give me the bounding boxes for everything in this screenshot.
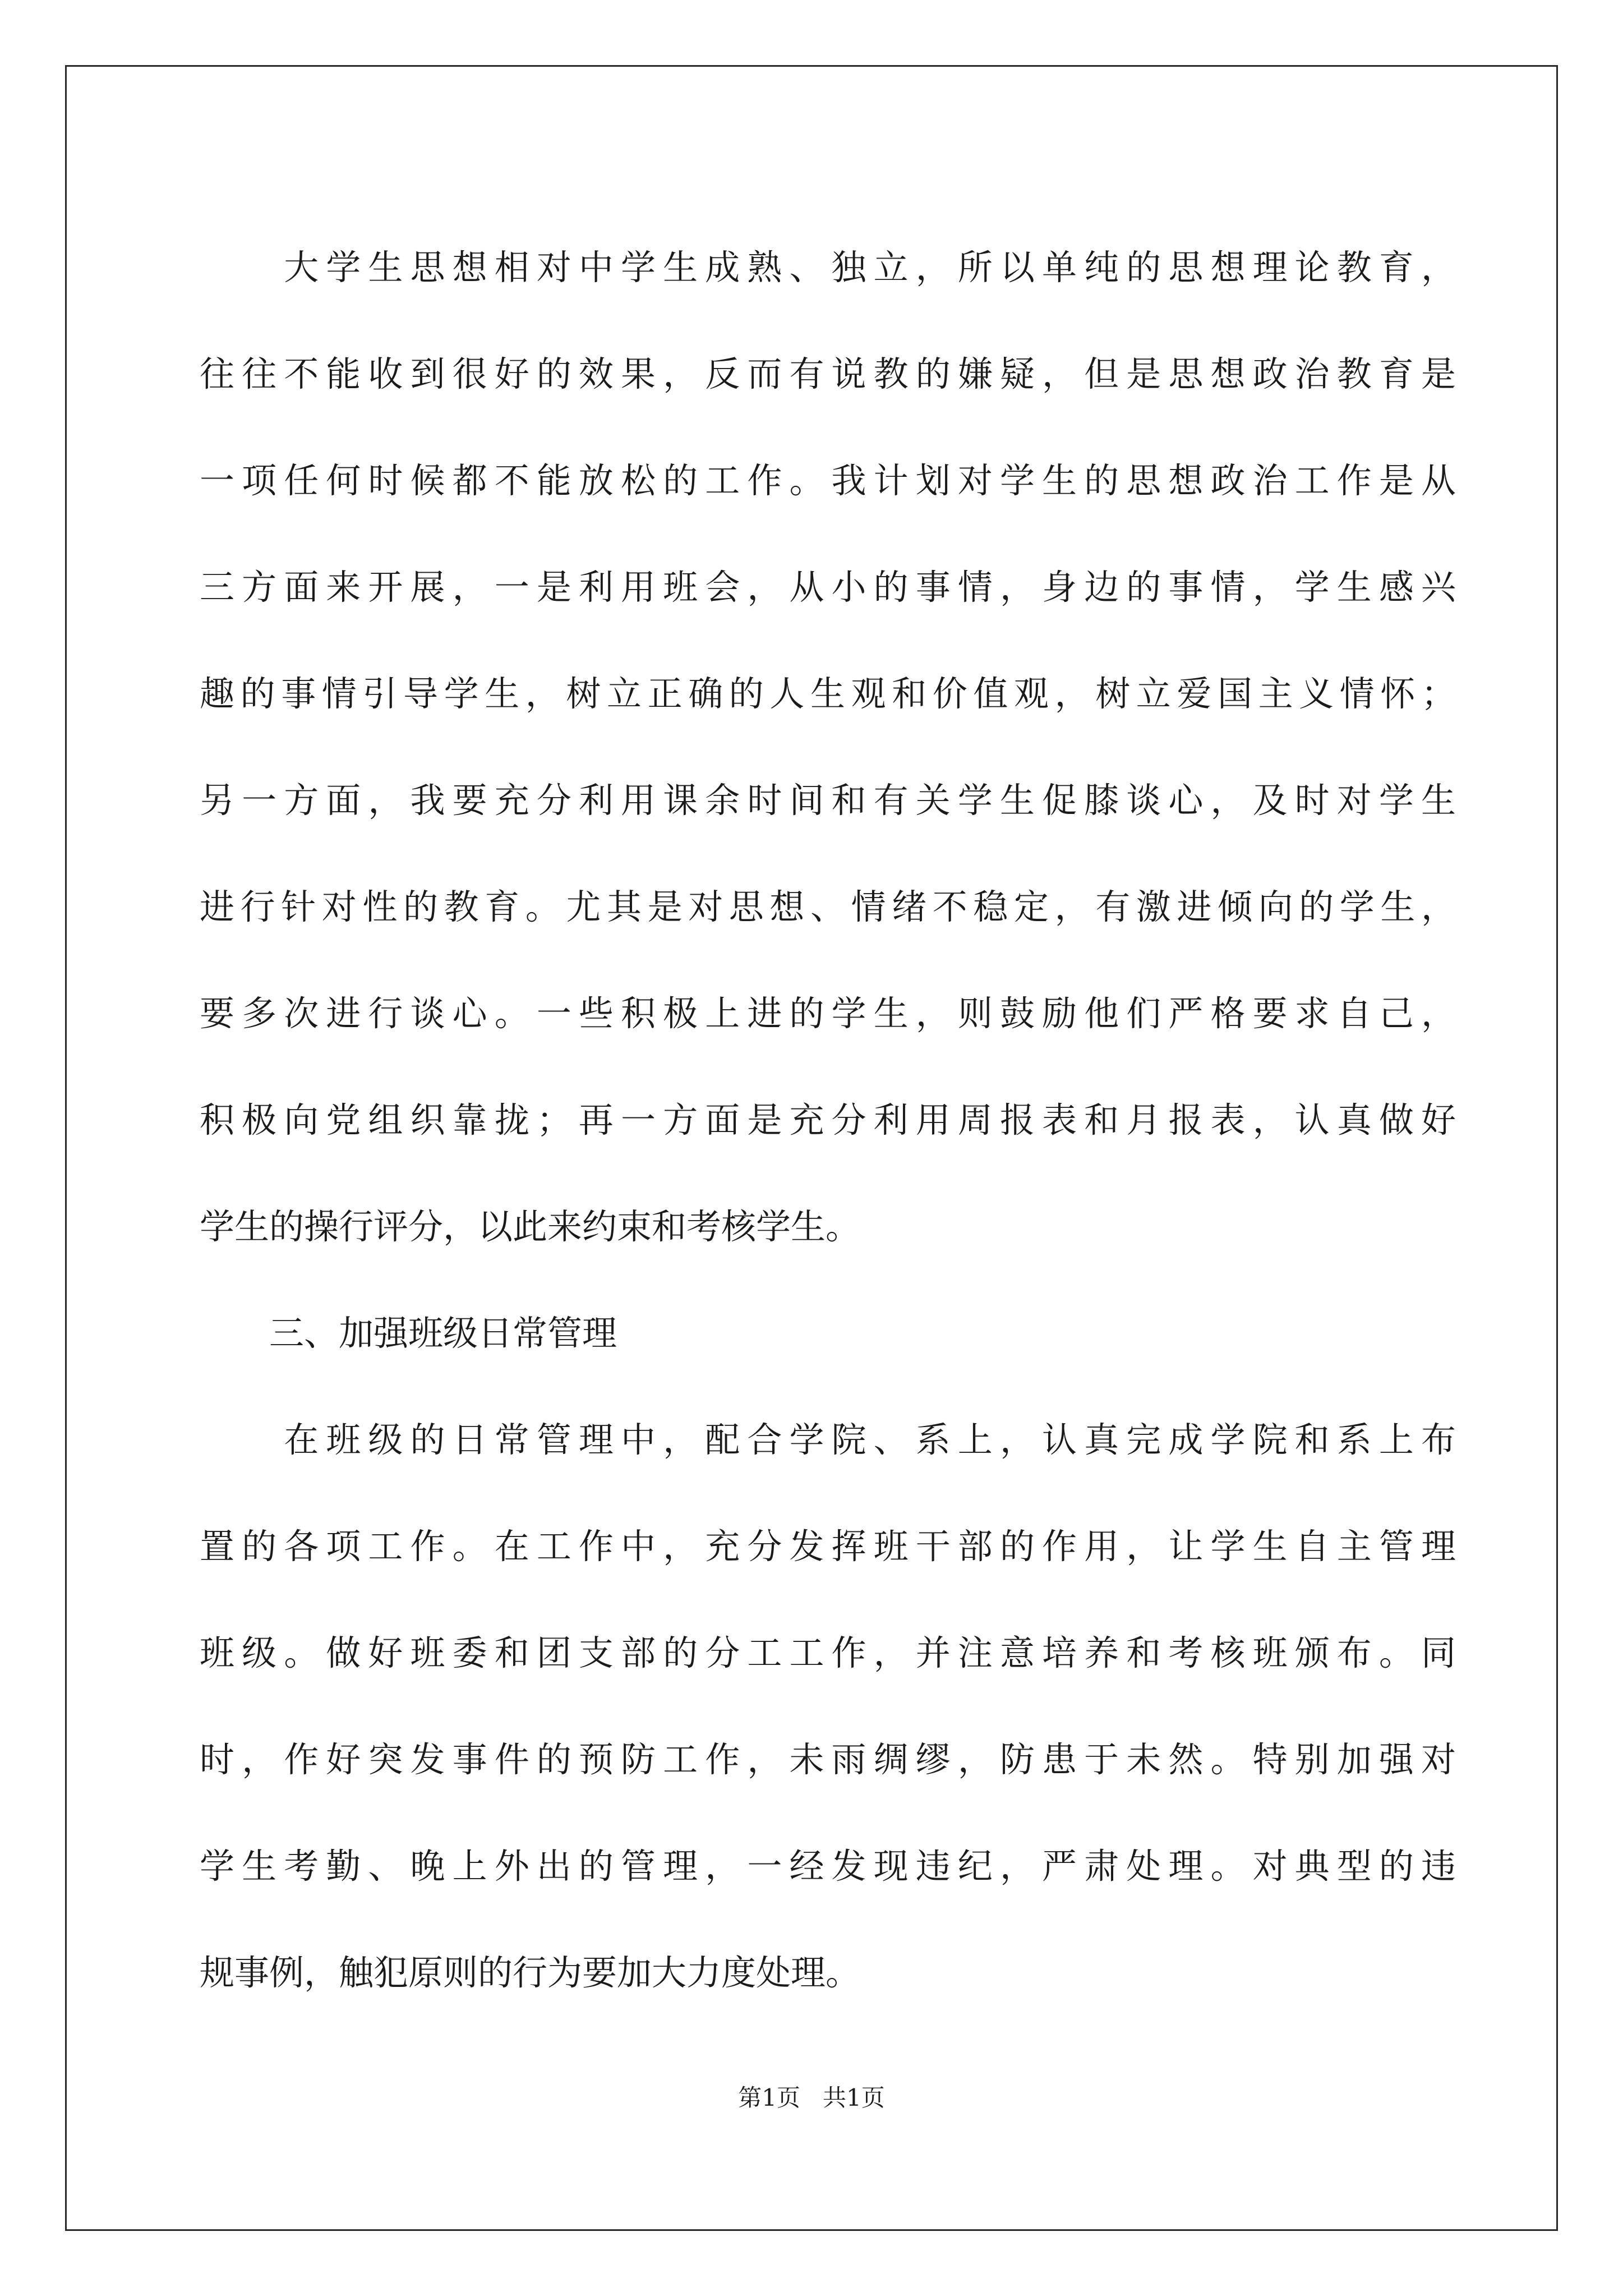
text-line: 积极向党组织靠拢；再一方面是充分利用周报表和月报表，认真做好 xyxy=(200,1099,1456,1140)
page-number: 第1页 xyxy=(738,2084,800,2111)
paragraph-thought-education xyxy=(200,214,1456,1280)
text-line: 一项任何时候都不能放松的工作。我计划对学生的思想政治工作是从 xyxy=(200,460,1456,501)
text-line: 进行针对性的教育。尤其是对思想、情绪不稳定，有激进倾向的学生， xyxy=(200,886,1456,927)
text-line: 学生的操行评分，以此来约束和考核学生。 xyxy=(200,1206,861,1247)
page-total: 共1页 xyxy=(823,2084,885,2111)
document-body xyxy=(200,214,1456,2026)
text-line: 往往不能收到很好的效果，反而有说教的嫌疑，但是思想政治教育是 xyxy=(200,353,1456,394)
text-line: 趣的事情引导学生，树立正确的人生观和价值观，树立爱国主义情怀； xyxy=(200,673,1456,714)
text-line: 大学生思想相对中学生成熟、独立，所以单纯的思想理论教育， xyxy=(200,247,1456,288)
text-line: 班级。做好班委和团支部的分工工作，并注意培养和考核班颁布。同 xyxy=(200,1632,1456,1673)
text-line: 时，作好突发事件的预防工作，未雨绸缪，防患于未然。特别加强对 xyxy=(200,1739,1456,1780)
section-heading: 三、加强班级日常管理 xyxy=(200,1313,617,1354)
text-line: 三方面来开展，一是利用班会，从小的事情，身边的事情，学生感兴 xyxy=(200,567,1456,608)
text-line: 要多次进行谈心。一些积极上进的学生，则鼓励他们严格要求自己， xyxy=(200,993,1456,1034)
text-line: 另一方面，我要充分利用课余时间和有关学生促膝谈心，及时对学生 xyxy=(200,780,1456,821)
text-line: 在班级的日常管理中，配合学院、系上，认真完成学院和系上布 xyxy=(200,1419,1456,1460)
paragraph-daily-management xyxy=(200,1387,1456,2026)
text-line: 规事例，触犯原则的行为要加大力度处理。 xyxy=(200,1952,861,1993)
text-line: 置的各项工作。在工作中，充分发挥班干部的作用，让学生自主管理 xyxy=(200,1526,1456,1567)
page-footer xyxy=(0,2081,1623,2115)
text-line: 学生考勤、晚上外出的管理，一经发现违纪，严肃处理。对典型的违 xyxy=(200,1846,1456,1887)
